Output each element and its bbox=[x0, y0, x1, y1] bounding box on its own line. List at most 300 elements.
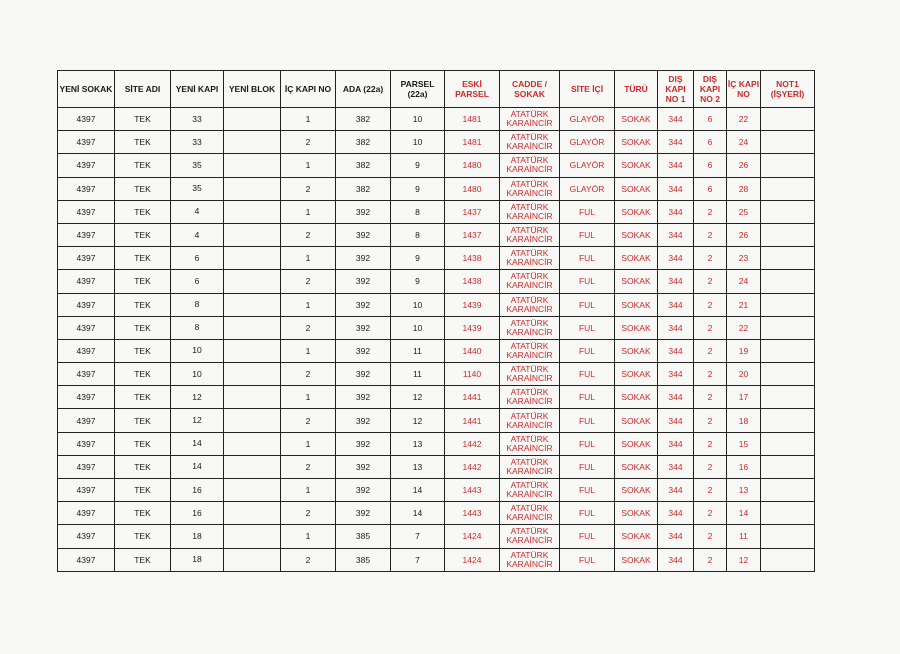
table-row bbox=[58, 293, 815, 316]
table-cell: 15 bbox=[727, 432, 761, 455]
column-header: DIŞ KAPI NO 2 bbox=[694, 71, 727, 108]
table-row bbox=[58, 455, 815, 478]
table-row bbox=[58, 525, 815, 548]
table-cell: 344 bbox=[658, 432, 694, 455]
table-cell: 7 bbox=[391, 548, 445, 571]
column-header: YENİ BLOK bbox=[224, 71, 281, 108]
table-cell: 392 bbox=[336, 432, 391, 455]
table-cell: FUL bbox=[560, 247, 615, 270]
table-cell: 1 bbox=[281, 339, 336, 362]
column-header: CADDE / SOKAK bbox=[500, 71, 560, 108]
table-cell: ATATÜRK KARAİNCİR bbox=[500, 479, 560, 502]
table-cell: TEK bbox=[115, 223, 171, 246]
table-row bbox=[58, 200, 815, 223]
table-row bbox=[58, 177, 815, 200]
table-cell: 2 bbox=[694, 339, 727, 362]
table-cell: 4397 bbox=[58, 247, 115, 270]
cell-text: 10 bbox=[192, 345, 202, 356]
table-cell bbox=[171, 432, 224, 455]
column-header: NOT1 (İŞYERİ) bbox=[761, 71, 815, 108]
table-cell: 22 bbox=[727, 108, 761, 131]
column-header: İÇ KAPI NO bbox=[281, 71, 336, 108]
table-cell bbox=[224, 409, 281, 432]
table-cell: 1480 bbox=[445, 154, 500, 177]
table-row bbox=[58, 479, 815, 502]
table-cell: GLAYÖR bbox=[560, 131, 615, 154]
table-cell bbox=[224, 247, 281, 270]
table-cell: FUL bbox=[560, 409, 615, 432]
table-cell: FUL bbox=[560, 525, 615, 548]
table-cell: ATATÜRK KARAİNCİR bbox=[500, 247, 560, 270]
table-row bbox=[58, 339, 815, 362]
table-cell bbox=[761, 455, 815, 478]
table-cell: 2 bbox=[694, 270, 727, 293]
cell-text: 10 bbox=[192, 368, 202, 379]
table-cell: 392 bbox=[336, 502, 391, 525]
table-cell: 1424 bbox=[445, 525, 500, 548]
table-cell: 1481 bbox=[445, 108, 500, 131]
table-cell: 1443 bbox=[445, 502, 500, 525]
column-header: ESKİ PARSEL bbox=[445, 71, 500, 108]
table-cell bbox=[761, 108, 815, 131]
table-cell: TEK bbox=[115, 293, 171, 316]
table-cell: 4397 bbox=[58, 339, 115, 362]
table-cell: 14 bbox=[727, 502, 761, 525]
column-header: ADA (22a) bbox=[336, 71, 391, 108]
table-cell: 344 bbox=[658, 200, 694, 223]
table-row bbox=[58, 131, 815, 154]
table-cell: 24 bbox=[727, 270, 761, 293]
table-cell: FUL bbox=[560, 432, 615, 455]
table-cell bbox=[224, 386, 281, 409]
table-cell: 13 bbox=[727, 479, 761, 502]
cell-text: 8 bbox=[194, 322, 200, 333]
table-cell: TEK bbox=[115, 363, 171, 386]
table-cell: 1 bbox=[281, 386, 336, 409]
table-cell: 1437 bbox=[445, 200, 500, 223]
table-cell: FUL bbox=[560, 223, 615, 246]
cell-text: 35 bbox=[192, 159, 202, 170]
table-row bbox=[58, 548, 815, 571]
table-cell: TEK bbox=[115, 432, 171, 455]
table-cell: TEK bbox=[115, 548, 171, 571]
table-cell: 9 bbox=[391, 247, 445, 270]
table-cell: ATATÜRK KARAİNCİR bbox=[500, 293, 560, 316]
table-cell bbox=[761, 247, 815, 270]
table-cell bbox=[224, 363, 281, 386]
table-cell: ATATÜRK KARAİNCİR bbox=[500, 270, 560, 293]
table-cell: FUL bbox=[560, 479, 615, 502]
table-cell: 1 bbox=[281, 247, 336, 270]
table-row bbox=[58, 363, 815, 386]
table-cell bbox=[224, 316, 281, 339]
table-cell: 6 bbox=[694, 154, 727, 177]
table-cell: 392 bbox=[336, 363, 391, 386]
table-cell: 2 bbox=[281, 409, 336, 432]
table-cell: SOKAK bbox=[615, 247, 658, 270]
table-cell: TEK bbox=[115, 502, 171, 525]
table-cell: 344 bbox=[658, 223, 694, 246]
table-cell bbox=[224, 502, 281, 525]
table-cell: TEK bbox=[115, 131, 171, 154]
table-cell: 344 bbox=[658, 270, 694, 293]
table-cell bbox=[224, 548, 281, 571]
table-cell: ATATÜRK KARAİNCİR bbox=[500, 455, 560, 478]
table-cell: 1480 bbox=[445, 177, 500, 200]
cell-text: 4 bbox=[194, 206, 200, 217]
table-cell: SOKAK bbox=[615, 479, 658, 502]
table-cell: FUL bbox=[560, 502, 615, 525]
table-cell: SOKAK bbox=[615, 386, 658, 409]
table-cell bbox=[761, 363, 815, 386]
table-cell: 2 bbox=[694, 223, 727, 246]
table-cell: 1 bbox=[281, 293, 336, 316]
table-row bbox=[58, 108, 815, 131]
table-cell: TEK bbox=[115, 409, 171, 432]
table-cell: 2 bbox=[694, 200, 727, 223]
table-cell: 2 bbox=[281, 363, 336, 386]
table-cell: ATATÜRK KARAİNCİR bbox=[500, 386, 560, 409]
table-cell: 4397 bbox=[58, 525, 115, 548]
table-cell: 6 bbox=[694, 108, 727, 131]
table-cell: 1439 bbox=[445, 293, 500, 316]
table-cell: 10 bbox=[391, 293, 445, 316]
table-cell: ATATÜRK KARAİNCİR bbox=[500, 363, 560, 386]
table-cell: 392 bbox=[336, 223, 391, 246]
table-cell: 23 bbox=[727, 247, 761, 270]
table-cell: 1 bbox=[281, 479, 336, 502]
table-cell: 344 bbox=[658, 154, 694, 177]
table-cell bbox=[224, 339, 281, 362]
table-cell: 11 bbox=[391, 363, 445, 386]
table-cell bbox=[224, 154, 281, 177]
table-row bbox=[58, 316, 815, 339]
table-cell: SOKAK bbox=[615, 223, 658, 246]
table-cell bbox=[171, 386, 224, 409]
table-cell: SOKAK bbox=[615, 455, 658, 478]
table-cell: 392 bbox=[336, 455, 391, 478]
table-cell: 344 bbox=[658, 386, 694, 409]
table-cell: 392 bbox=[336, 270, 391, 293]
table-cell: 382 bbox=[336, 177, 391, 200]
column-header: TÜRÜ bbox=[615, 71, 658, 108]
cell-text: 16 bbox=[192, 507, 202, 518]
table-cell bbox=[224, 108, 281, 131]
table-cell: 1438 bbox=[445, 247, 500, 270]
table-cell: SOKAK bbox=[615, 131, 658, 154]
table-cell: 2 bbox=[694, 525, 727, 548]
table-cell: SOKAK bbox=[615, 108, 658, 131]
table-cell: 1 bbox=[281, 154, 336, 177]
table-cell: TEK bbox=[115, 154, 171, 177]
table-cell: ATATÜRK KARAİNCİR bbox=[500, 177, 560, 200]
table-cell: 4397 bbox=[58, 177, 115, 200]
column-header: İÇ KAPI NO bbox=[727, 71, 761, 108]
table-cell bbox=[761, 270, 815, 293]
table-cell: 1 bbox=[281, 525, 336, 548]
table-cell: TEK bbox=[115, 200, 171, 223]
table-row bbox=[58, 154, 815, 177]
table-cell: 12 bbox=[727, 548, 761, 571]
table-cell: 9 bbox=[391, 154, 445, 177]
table-cell bbox=[171, 223, 224, 246]
table-cell: 1438 bbox=[445, 270, 500, 293]
cell-text: 18 bbox=[192, 554, 202, 565]
table-cell: 382 bbox=[336, 131, 391, 154]
table-cell: 1 bbox=[281, 108, 336, 131]
table-cell: TEK bbox=[115, 177, 171, 200]
table-cell: 1441 bbox=[445, 386, 500, 409]
table-cell: TEK bbox=[115, 479, 171, 502]
table-cell: FUL bbox=[560, 293, 615, 316]
table-cell: FUL bbox=[560, 270, 615, 293]
table-cell: SOKAK bbox=[615, 154, 658, 177]
table-cell: FUL bbox=[560, 339, 615, 362]
table-cell bbox=[761, 154, 815, 177]
table-cell bbox=[224, 525, 281, 548]
table-cell: 4397 bbox=[58, 108, 115, 131]
table-cell: 2 bbox=[694, 293, 727, 316]
table-cell bbox=[761, 525, 815, 548]
table-cell: 344 bbox=[658, 548, 694, 571]
table-cell bbox=[224, 131, 281, 154]
table-cell: TEK bbox=[115, 386, 171, 409]
table-cell bbox=[171, 339, 224, 362]
table-cell bbox=[224, 177, 281, 200]
table-cell: 9 bbox=[391, 270, 445, 293]
table-cell: 392 bbox=[336, 316, 391, 339]
table-cell: ATATÜRK KARAİNCİR bbox=[500, 339, 560, 362]
table-cell: ATATÜRK KARAİNCİR bbox=[500, 223, 560, 246]
table-cell: 2 bbox=[694, 316, 727, 339]
table-cell: GLAYÖR bbox=[560, 177, 615, 200]
cell-text: 14 bbox=[192, 438, 202, 449]
table-cell: SOKAK bbox=[615, 339, 658, 362]
table-cell bbox=[761, 293, 815, 316]
table-cell: 14 bbox=[391, 479, 445, 502]
table-cell: 2 bbox=[281, 316, 336, 339]
table-cell: FUL bbox=[560, 363, 615, 386]
table-cell: SOKAK bbox=[615, 200, 658, 223]
table-cell: 344 bbox=[658, 247, 694, 270]
table-cell: 2 bbox=[694, 386, 727, 409]
table-cell: 4397 bbox=[58, 432, 115, 455]
table-cell bbox=[171, 108, 224, 131]
table-cell: 382 bbox=[336, 108, 391, 131]
table-cell bbox=[224, 455, 281, 478]
table-cell bbox=[171, 316, 224, 339]
table-cell bbox=[171, 131, 224, 154]
table-cell: 4397 bbox=[58, 479, 115, 502]
cell-text: 8 bbox=[194, 299, 200, 310]
header-row bbox=[58, 71, 815, 108]
table-cell bbox=[761, 131, 815, 154]
table-cell: 2 bbox=[694, 363, 727, 386]
table-cell bbox=[224, 270, 281, 293]
table-cell bbox=[171, 363, 224, 386]
table-cell bbox=[761, 316, 815, 339]
table-cell: 16 bbox=[727, 455, 761, 478]
table-cell: 392 bbox=[336, 409, 391, 432]
table-cell: 2 bbox=[281, 455, 336, 478]
table-cell bbox=[761, 339, 815, 362]
table-cell: ATATÜRK KARAİNCİR bbox=[500, 200, 560, 223]
table-cell: 4397 bbox=[58, 131, 115, 154]
table-cell: 1 bbox=[281, 200, 336, 223]
table-cell: 1 bbox=[281, 432, 336, 455]
table-cell: 2 bbox=[281, 270, 336, 293]
table-cell: 10 bbox=[391, 316, 445, 339]
cell-text: 6 bbox=[194, 252, 200, 263]
column-header: PARSEL (22a) bbox=[391, 71, 445, 108]
table-cell: ATATÜRK KARAİNCİR bbox=[500, 154, 560, 177]
table-cell bbox=[171, 455, 224, 478]
table-cell: 2 bbox=[281, 131, 336, 154]
table-cell: 4397 bbox=[58, 502, 115, 525]
table-cell: 4397 bbox=[58, 154, 115, 177]
table-cell: 1437 bbox=[445, 223, 500, 246]
table-cell: 1140 bbox=[445, 363, 500, 386]
table-cell: 14 bbox=[391, 502, 445, 525]
table-row bbox=[58, 386, 815, 409]
table-cell: 25 bbox=[727, 200, 761, 223]
table-cell: 12 bbox=[391, 386, 445, 409]
table-cell: 2 bbox=[694, 247, 727, 270]
table-cell: 344 bbox=[658, 131, 694, 154]
table-cell: 4397 bbox=[58, 455, 115, 478]
table-cell bbox=[171, 548, 224, 571]
table-cell: FUL bbox=[560, 200, 615, 223]
table-cell: 8 bbox=[391, 223, 445, 246]
table-cell: 4397 bbox=[58, 363, 115, 386]
table-cell: ATATÜRK KARAİNCİR bbox=[500, 432, 560, 455]
column-header: YENİ KAPI bbox=[171, 71, 224, 108]
table-cell: SOKAK bbox=[615, 502, 658, 525]
table-cell: 2 bbox=[281, 502, 336, 525]
table-cell: 1440 bbox=[445, 339, 500, 362]
table-cell: 1439 bbox=[445, 316, 500, 339]
table-cell: 392 bbox=[336, 247, 391, 270]
table-cell: 382 bbox=[336, 154, 391, 177]
table-cell: 344 bbox=[658, 339, 694, 362]
table-cell: 6 bbox=[694, 177, 727, 200]
table-cell bbox=[171, 502, 224, 525]
cell-text: 14 bbox=[192, 461, 202, 472]
cell-text: 16 bbox=[192, 484, 202, 495]
table-cell: 28 bbox=[727, 177, 761, 200]
table-cell: 1443 bbox=[445, 479, 500, 502]
table-cell: ATATÜRK KARAİNCİR bbox=[500, 502, 560, 525]
table-cell: FUL bbox=[560, 316, 615, 339]
table-cell: SOKAK bbox=[615, 548, 658, 571]
table-cell: 1441 bbox=[445, 409, 500, 432]
table-cell: 2 bbox=[281, 223, 336, 246]
cell-text: 6 bbox=[194, 275, 200, 286]
table-cell bbox=[224, 293, 281, 316]
table-cell: 385 bbox=[336, 548, 391, 571]
table-cell: SOKAK bbox=[615, 363, 658, 386]
table-cell: TEK bbox=[115, 247, 171, 270]
table-cell: 1442 bbox=[445, 455, 500, 478]
table-cell: FUL bbox=[560, 455, 615, 478]
table-cell: 2 bbox=[694, 548, 727, 571]
table-cell: 13 bbox=[391, 455, 445, 478]
table-cell bbox=[761, 177, 815, 200]
table-cell: 392 bbox=[336, 386, 391, 409]
column-header: DIŞ KAPI NO 1 bbox=[658, 71, 694, 108]
table-cell: ATATÜRK KARAİNCİR bbox=[500, 108, 560, 131]
table-cell bbox=[171, 293, 224, 316]
table-cell: 2 bbox=[281, 177, 336, 200]
table-cell bbox=[224, 223, 281, 246]
table-cell: 11 bbox=[391, 339, 445, 362]
cell-text: 12 bbox=[192, 415, 202, 426]
table-cell: 344 bbox=[658, 525, 694, 548]
table-cell: 2 bbox=[694, 455, 727, 478]
cell-text: 12 bbox=[192, 391, 202, 402]
table-cell: 26 bbox=[727, 154, 761, 177]
table-cell: 19 bbox=[727, 339, 761, 362]
table-cell: 7 bbox=[391, 525, 445, 548]
table-cell: 344 bbox=[658, 502, 694, 525]
table-cell: SOKAK bbox=[615, 177, 658, 200]
table-cell: 392 bbox=[336, 293, 391, 316]
table-cell: TEK bbox=[115, 339, 171, 362]
table-cell: 24 bbox=[727, 131, 761, 154]
table-cell: 22 bbox=[727, 316, 761, 339]
table-cell: GLAYÖR bbox=[560, 108, 615, 131]
table-cell: 17 bbox=[727, 386, 761, 409]
table-cell: ATATÜRK KARAİNCİR bbox=[500, 525, 560, 548]
table-row bbox=[58, 432, 815, 455]
table-cell: 392 bbox=[336, 200, 391, 223]
table-cell bbox=[171, 525, 224, 548]
table-cell: SOKAK bbox=[615, 293, 658, 316]
table-cell: ATATÜRK KARAİNCİR bbox=[500, 131, 560, 154]
table-cell: 344 bbox=[658, 108, 694, 131]
column-header: SİTE ADI bbox=[115, 71, 171, 108]
table-cell: FUL bbox=[560, 386, 615, 409]
table-cell bbox=[171, 409, 224, 432]
table-cell: TEK bbox=[115, 108, 171, 131]
table-cell: TEK bbox=[115, 316, 171, 339]
table-cell: 4397 bbox=[58, 386, 115, 409]
table-cell: TEK bbox=[115, 270, 171, 293]
table-cell bbox=[761, 223, 815, 246]
table-cell: 2 bbox=[694, 409, 727, 432]
column-header: SİTE İÇİ bbox=[560, 71, 615, 108]
table-cell: 9 bbox=[391, 177, 445, 200]
table-cell: 11 bbox=[727, 525, 761, 548]
table-cell: 18 bbox=[727, 409, 761, 432]
table-cell bbox=[224, 200, 281, 223]
table-cell: ATATÜRK KARAİNCİR bbox=[500, 548, 560, 571]
table-cell: 1424 bbox=[445, 548, 500, 571]
table-cell bbox=[761, 432, 815, 455]
table-cell bbox=[761, 386, 815, 409]
table-cell: 13 bbox=[391, 432, 445, 455]
cell-text: 4 bbox=[194, 229, 200, 240]
table-cell: 21 bbox=[727, 293, 761, 316]
table-cell: 4397 bbox=[58, 270, 115, 293]
table-cell bbox=[761, 479, 815, 502]
table-cell bbox=[171, 154, 224, 177]
table-cell: SOKAK bbox=[615, 525, 658, 548]
table-cell: TEK bbox=[115, 455, 171, 478]
column-header: YENİ SOKAK bbox=[58, 71, 115, 108]
table-cell: FUL bbox=[560, 548, 615, 571]
table-cell: 344 bbox=[658, 316, 694, 339]
